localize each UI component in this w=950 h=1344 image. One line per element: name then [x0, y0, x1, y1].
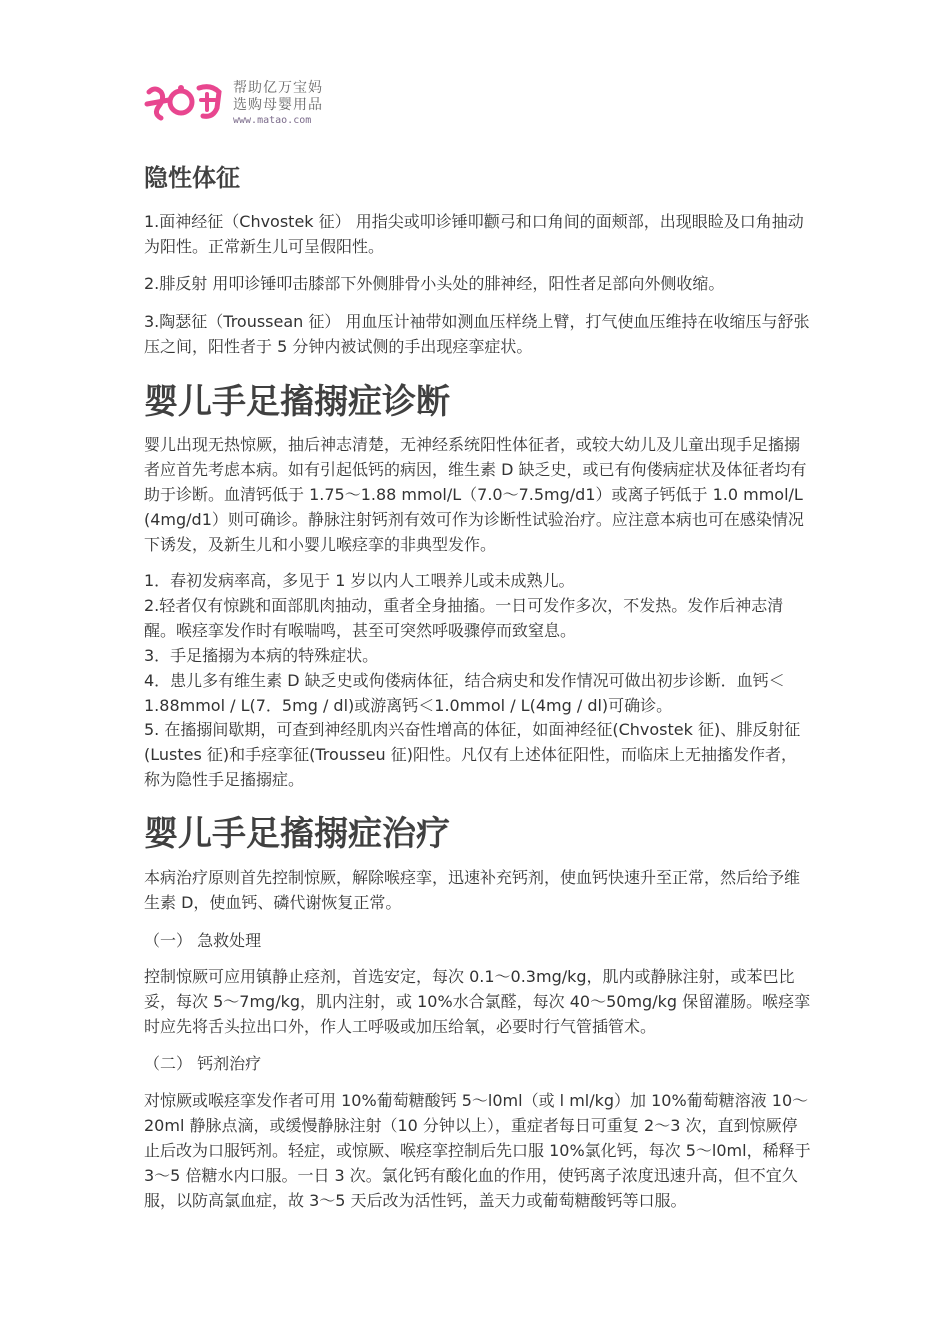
list-item-diagnosis-2: 2.轻者仅有惊跳和面部肌肉抽动，重者全身抽搐。一日可发作多次，不发热。发作后神志清醒。喉痉挛发作时有喉喘鸣，甚至可突然呼吸骤停而致窒息。 — [144, 596, 784, 640]
list-item-diagnosis-4: 4．患儿多有维生素 D 缺乏史或佝偻病体征，结合病史和发作情况可做出初步诊断．血钙＜1.88mmol / L(7．5mg / dl)或游离钙＜1.0mmol / L(4mg / dl)可确诊。 — [144, 671, 785, 715]
paragraph-calcium: 对惊厥或喉痉挛发作者可用 10%葡萄糖酸钙 5～l0ml（或 l ml/kg）加 10%葡萄糖溶液 10～20ml 静脉点滴，或缓慢静脉注射（10 分钟以上），重症者每日可重复 2～3 次，直到惊厥停止后改为口服钙剂。轻症，或惊厥、喉痉挛控制后先口服 10%氯化钙，每次 5～l0ml，稀释于 3～5 倍糖水内口服。一日 3 次。氯化钙有酸化血的作用，使钙离子浓度迅速升高，但不宜久服，以防高氯血症，故 3～5 天后改为活性钙，盖天力或葡萄糖酸钙等口服。 — [144, 1091, 811, 1210]
list-item-diagnosis-1: 1．春初发病率高，多见于 1 岁以内人工喂养儿或未成熟儿。 — [144, 571, 575, 590]
logo-slogan-line1: 帮助亿万宝妈 — [233, 80, 323, 96]
paragraph-treatment-intro: 本病治疗原则首先控制惊厥，解除喉痉挛，迅速补充钙剂，使血钙快速升至正常，然后给予维生素 D，使血钙、磷代谢恢复正常。 — [144, 868, 801, 912]
section-heading-treatment: 婴儿手足搐搦症治疗 — [144, 814, 450, 854]
logo-text — [233, 80, 323, 128]
list-item-diagnosis-3: 3．手足搐搦为本病的特殊症状。 — [144, 646, 379, 665]
logo-slogan-line2: 选购母婴用品 — [233, 97, 323, 113]
logo-url[interactable]: www.matao.com — [233, 115, 312, 126]
matao-logo-icon — [143, 78, 229, 126]
list-item-diagnosis-5: 5. 在搐搦间歇期，可查到神经肌肉兴奋性增高的体征，如面神经征(Chvostek 征)、腓反射征(Lustes 征)和手痉挛征(Trousseu 征)阳性。凡仅有上述体征阳性，而临床上无抽搐发作者，称为隐性手足搐搦症。 — [144, 720, 801, 789]
subheading-calcium: （二） 钙剂治疗 — [144, 1054, 262, 1073]
paragraph-diagnosis-intro: 婴儿出现无热惊厥，抽后神志清楚，无神经系统阳性体征者，或较大幼儿及儿童出现手足搐搦者应首先考虑本病。如有引起低钙的病因，维生素 D 缺乏史，或已有佝偻病症状及体征者均有助于诊断。血清钙低于 1.75～1.88 mmol/L（7.0～7.5mg/d1）或离子钙低于 1.0 mmol/L (4mg/d1）则可确诊。静脉注射钙剂有效可作为诊断性试验治疗。应注意本病也可在感染情况下诱发，及新生儿和小婴儿喉痉挛的非典型发作。 — [144, 435, 807, 554]
brand-logo — [143, 72, 403, 134]
paragraph-trousseau: 3.陶瑟征（Troussean 征） 用血压计袖带如测血压样绕上臂，打气使血压维持在收缩压与舒张压之间，阳性者于 5 分钟内被试侧的手出现痉挛症状。 — [144, 312, 810, 356]
paragraph-peroneal-reflex: 2.腓反射 用叩诊锤叩击膝部下外侧腓骨小头处的腓神经，阳性者足部向外侧收缩。 — [144, 274, 725, 293]
section-heading-diagnosis: 婴儿手足搐搦症诊断 — [144, 382, 450, 422]
subheading-emergency: （一） 急救处理 — [144, 931, 262, 950]
paragraph-emergency: 控制惊厥可应用镇静止痉剂，首选安定，每次 0.1～0.3mg/kg，肌内或静脉注射，或苯巴比妥，每次 5～7mg/kg，肌内注射，或 10%水合氯醛，每次 40～50mg/kg 保留灌肠。喉痉挛时应先将舌头拉出口外，作人工呼吸或加压给氧，必要时行气管插管术。 — [144, 967, 811, 1036]
section-heading-latent-signs: 隐性体征 — [144, 164, 240, 192]
paragraph-chvostek: 1.面神经征（Chvostek 征） 用指尖或叩诊锤叩颧弓和口角间的面颊部，出现眼睑及口角抽动为阳性。正常新生儿可呈假阳性。 — [144, 212, 804, 256]
